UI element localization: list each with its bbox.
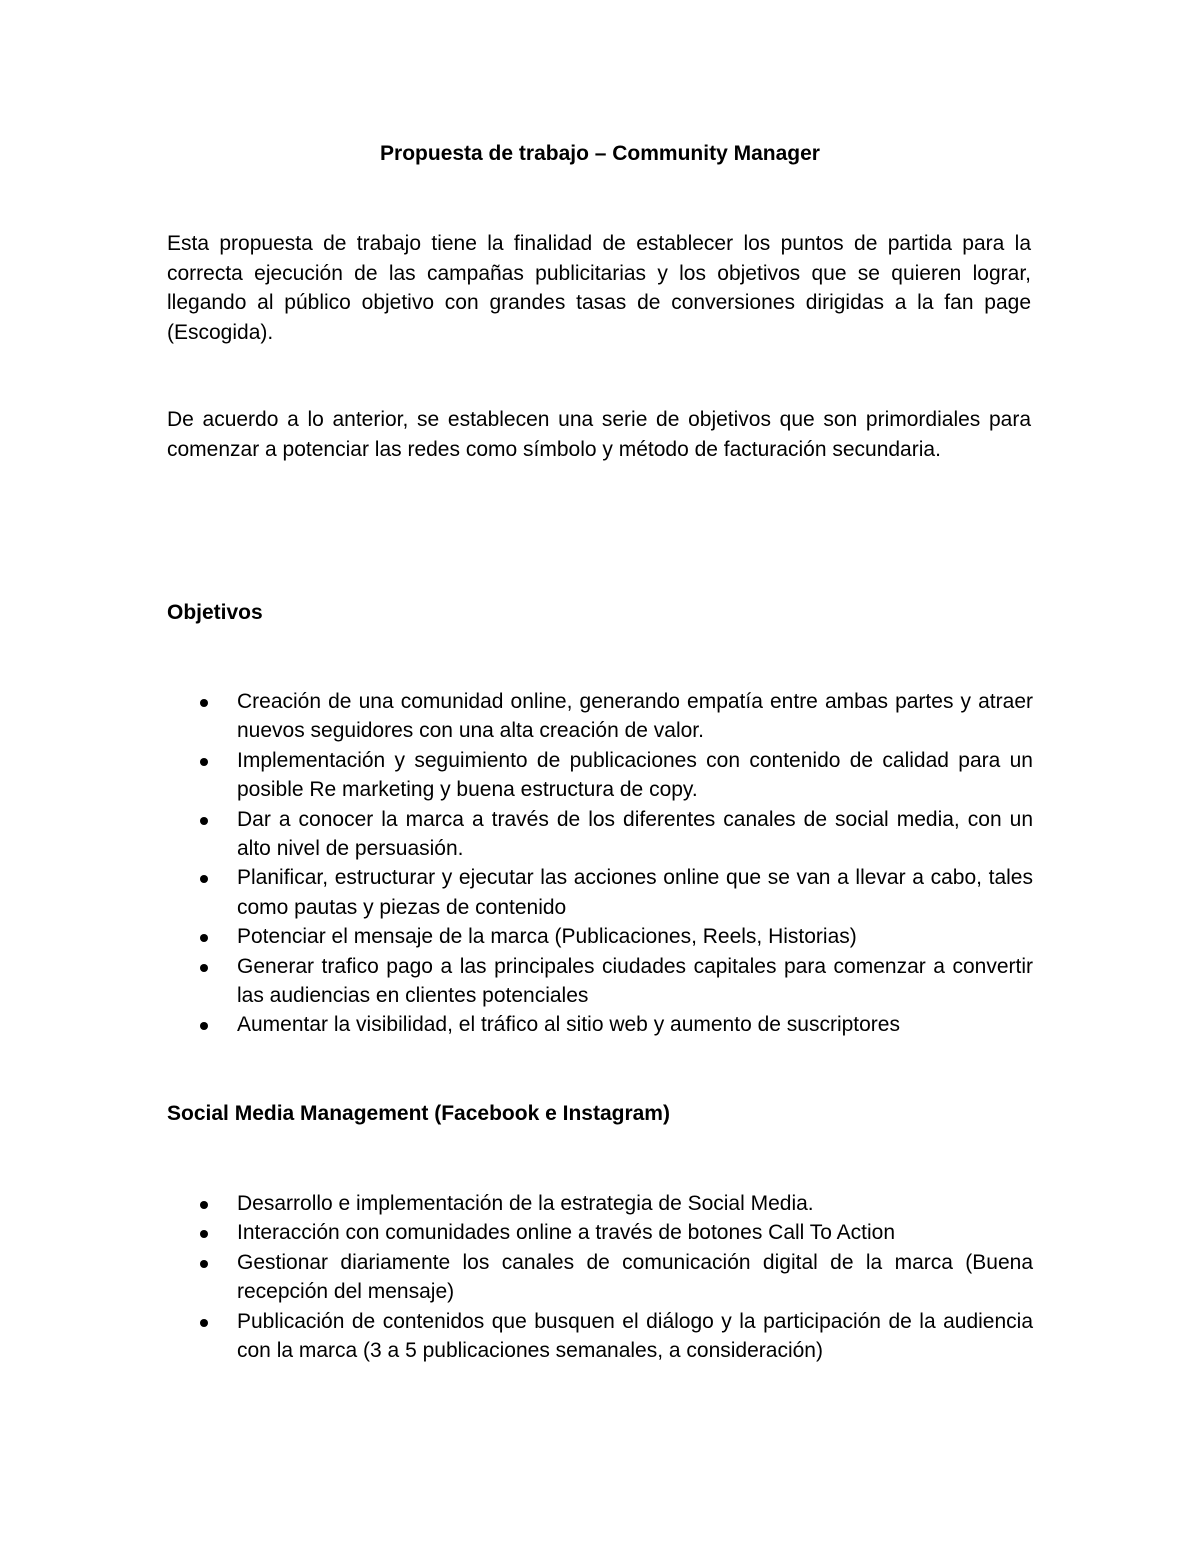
bullet-icon — [200, 875, 208, 883]
list-item — [167, 1218, 1033, 1247]
list-item — [167, 1010, 1033, 1039]
list-item — [167, 1189, 1033, 1218]
bullet-icon — [200, 1201, 208, 1209]
bullet-icon — [200, 758, 208, 766]
list-item — [167, 952, 1033, 1011]
bullet-icon — [200, 699, 208, 707]
list-item-text: Aumentar la visibilidad, el tráfico al sitio web y aumento de suscriptores — [237, 1013, 900, 1037]
list-item — [167, 1248, 1033, 1307]
list-item-text: Interacción con comunidades online a través de botones Call To Action — [237, 1221, 896, 1245]
list-item-text: Planificar, estructurar y ejecutar las acciones online que se van a llevar a cabo, tales como pautas y piezas de contenido — [237, 866, 1033, 919]
list-item-text: Desarrollo e implementación de la estrategia de Social Media. — [237, 1192, 814, 1215]
list-item — [167, 687, 1033, 746]
section-heading-objetivos: Objetivos — [167, 601, 263, 624]
bullet-icon — [200, 1230, 208, 1238]
document-title: Propuesta de trabajo – Community Manager — [380, 142, 820, 165]
bullet-icon — [200, 1319, 208, 1327]
list-item-text: Potenciar el mensaje de la marca (Publicaciones, Reels, Historias) — [237, 925, 857, 949]
list-item-text: Generar trafico pago a las principales ciudades capitales para comenzar a convertir las audiencias en clientes potenciales — [237, 954, 1033, 1008]
list-item — [167, 863, 1033, 922]
objetivos-list — [167, 687, 1033, 1040]
list-item — [167, 805, 1033, 864]
list-item — [167, 922, 1033, 951]
bullet-icon — [200, 964, 208, 972]
list-item-text: Publicación de contenidos que busquen el diálogo y la participación de la audiencia con la marca (3 a 5 publicaciones semanales, a consideración) — [237, 1309, 1033, 1363]
social-media-list — [167, 1189, 1033, 1365]
intro-paragraph-2: De acuerdo a lo anterior, se establecen una serie de objetivos que son primordiales para comenzar a potenciar las redes como símbolo y método de facturación secundaria. — [167, 408, 1031, 461]
list-item-text: Creación de una comunidad online, generando empatía entre ambas partes y atraer nuevos seguidores con una alta creación de valor. — [237, 690, 1033, 743]
bullet-icon — [200, 817, 208, 825]
list-item-text: Dar a conocer la marca a través de los diferentes canales de social media, con un alto nivel de persuasión. — [237, 807, 1033, 861]
intro-paragraph-1: Esta propuesta de trabajo tiene la finalidad de establecer los puntos de partida para la correcta ejecución de las campañas publicitarias y los objetivos que se quieren lograr, llegando al público objetivo con grandes tasas de conversiones dirigidas a la fan page (Escogida). — [167, 232, 1031, 344]
section-heading-social-media: Social Media Management (Facebook e Instagram) — [167, 1102, 670, 1125]
list-item-text: Implementación y seguimiento de publicaciones con contenido de calidad para un posible Re marketing y buena estructura de copy. — [237, 748, 1033, 802]
list-item — [167, 746, 1033, 805]
list-item — [167, 1307, 1033, 1366]
bullet-icon — [200, 1022, 208, 1030]
bullet-icon — [200, 934, 208, 942]
list-item-text: Gestionar diariamente los canales de comunicación digital de la marca (Buena recepción del mensaje) — [237, 1250, 1033, 1304]
bullet-icon — [200, 1260, 208, 1268]
